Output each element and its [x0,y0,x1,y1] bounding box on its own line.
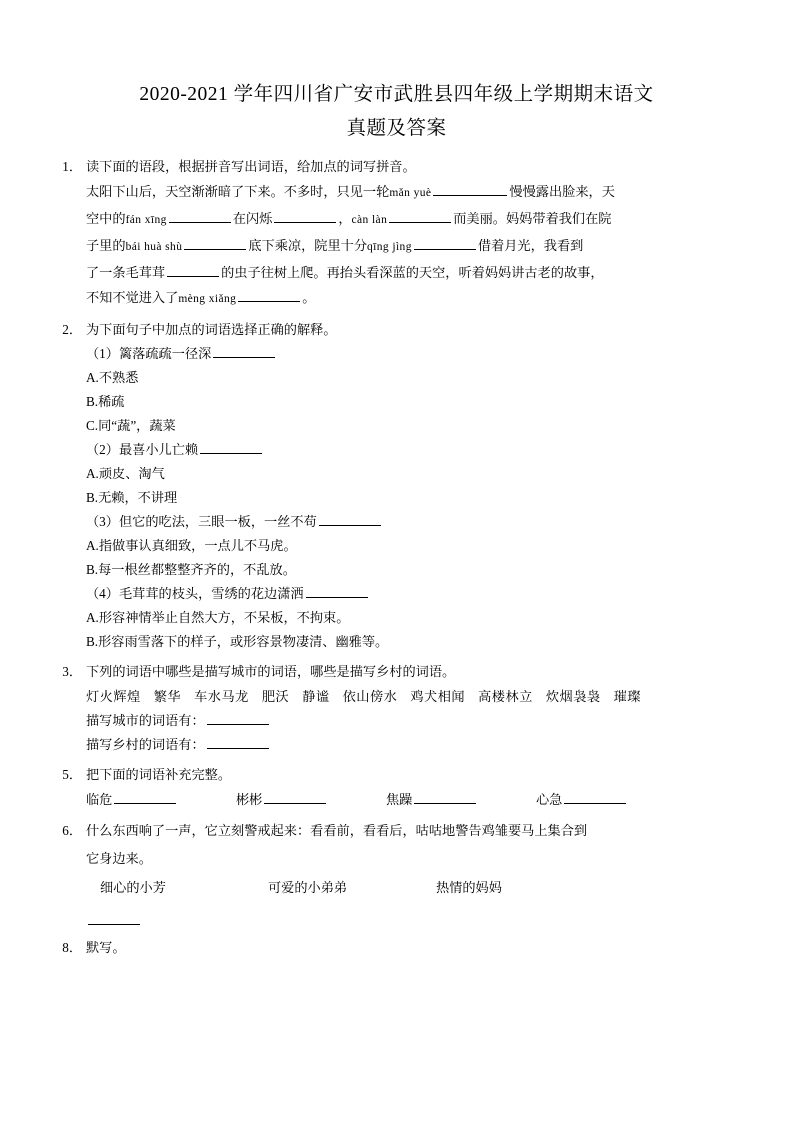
passage-text-12: 不知不觉进入了 [86,290,179,305]
answer-blank[interactable] [414,236,476,250]
question-6-names-row [100,875,731,901]
pinyin-canlan: càn làn [351,214,388,226]
question-2-item-4-option-b[interactable]: B.形容雨雪落下的样子，或形容景物凄清、幽雅等。 [86,634,389,649]
question-2-item-3-option-a[interactable]: A.指做事认真细致，一点儿不马虎。 [86,538,297,553]
answer-blank[interactable] [88,911,140,925]
passage-text-13: 。 [302,290,316,305]
question-2-item-1-option-c[interactable]: C.同“蔬”，蔬菜 [86,418,176,433]
question-1-prompt: 读下面的语段，根据拼音写出词语，给加点的词写拼音。 [86,159,416,174]
word-item: 灯火辉煌 [86,689,141,704]
word-item: 车水马龙 [194,689,249,704]
passage-text-11: 的虫子往树上爬。再抬头看深蓝的天空，听着妈妈讲古老的故事， [221,265,604,280]
word-item: 炊烟袅袅 [545,689,601,704]
question-6-prompt-line-1: 什么东西响了一声，它立刻警戒起来：看看前，看看后，咕咕地警告鸡雏要马上集合到 [86,823,588,838]
question-2-item-1-option-b[interactable]: B.稀疏 [86,394,125,409]
answer-blank[interactable] [200,440,262,454]
fill-word-4: 心急 [536,792,563,807]
fill-word-1: 临危 [86,792,113,807]
name-option-3[interactable]: 热情的妈妈 [436,880,502,895]
question-3-number: 3． [62,664,82,679]
answer-blank[interactable] [169,209,231,223]
word-item: 依山傍水 [342,689,398,704]
question-2-prompt: 为下面句子中加点的词语选择正确的解释。 [86,322,337,337]
pinyin-mengxiang: mèng xiǎng [178,293,237,305]
passage-text-9: 借着月光，我看到 [477,238,584,253]
answer-blank[interactable] [207,711,269,725]
passage-text-1: 太阳下山后，天空渐渐暗了下来。不多时，只见一轮 [86,184,390,199]
word-item: 静谧 [302,689,330,704]
item-3-stem-text: （3）但它的吃法，三眼一板，一丝不苟 [86,514,317,529]
question-1-passage [86,179,731,312]
answer-blank[interactable] [433,182,507,196]
answer-blank[interactable] [114,790,176,804]
word-item: 繁华 [153,689,182,704]
fill-cell-2 [236,787,386,813]
question-5 [62,764,731,813]
question-6-prompt-line-2: 它身边来。 [86,851,152,866]
pinyin-baihuashu: bái huà shù [125,241,183,253]
passage-text-7: 子里的 [86,238,126,253]
passage-text-3: 空中的 [86,211,126,226]
question-2-number: 2． [62,322,82,337]
answer-blank[interactable] [319,512,381,526]
answer-blank[interactable] [564,790,626,804]
item-4-stem-text: （4）毛茸茸的枝头，雪绣的花边潇洒 [86,586,304,601]
question-1 [62,156,731,312]
title-line-1: 2020-2021 学年四川省广安市武胜县四年级上学期期末语文 [139,84,654,105]
question-6-header [62,820,731,842]
word-item: 高楼林立 [478,689,533,704]
question-2-item-1-option-a[interactable]: A.不熟悉 [86,370,139,385]
passage-text-6: 而美丽。妈妈带着我们在院 [453,211,612,226]
passage-text-10: 了一条毛茸茸 [86,265,166,280]
passage-text-8: 底下乘凉，院里十分 [248,238,368,253]
question-2 [62,319,731,654]
page-title [62,78,731,146]
question-5-fill-row [86,787,731,813]
question-2-item-4-option-a[interactable]: A.形容神情举止自然大方，不呆板，不拘束。 [86,610,350,625]
question-3-word-bank [86,684,731,709]
country-label: 描写乡村的词语有： [86,737,205,752]
question-2-item-4-stem [86,582,731,606]
answer-blank[interactable] [274,209,336,223]
answer-blank[interactable] [213,344,275,358]
question-8-number: 8． [62,940,82,955]
question-2-item-2-stem [86,438,731,462]
answer-blank[interactable] [184,236,246,250]
pinyin-manyue: mǎn yuè [389,187,432,199]
pinyin-fanxing: fán xīng [125,214,167,226]
passage-text-2: 慢慢露出脸来，天 [509,184,615,199]
question-1-header [62,156,731,178]
answer-blank[interactable] [167,263,219,277]
question-1-number: 1． [62,159,82,174]
passage-text-4: 在闪烁 [232,211,273,226]
question-8-header [62,937,731,959]
question-5-prompt: 把下面的词语补充完整。 [86,767,232,782]
question-2-item-2-option-b[interactable]: B.无赖，不讲理 [86,490,178,505]
answer-blank[interactable] [414,790,476,804]
question-5-number: 5． [62,767,82,782]
answer-blank[interactable] [306,584,368,598]
item-1-stem-text: （1）篱落疏疏一径深 [86,346,212,361]
city-label: 描写城市的词语有： [86,713,205,728]
question-6-number: 6． [62,823,82,838]
title-line-2: 真题及答案 [346,118,447,139]
fill-word-3: 焦躁 [386,792,413,807]
name-option-1[interactable]: 细心的小芳 [100,880,166,895]
name-option-2[interactable]: 可爱的小弟弟 [268,880,348,895]
fill-word-2: 彬彬 [236,792,263,807]
question-3 [62,661,731,757]
question-2-item-2-option-a[interactable]: A.顽皮、淘气 [86,466,165,481]
question-2-item-1-stem [86,342,731,366]
question-3-country-line [86,733,731,757]
question-2-item-3-stem [86,510,731,534]
question-8 [62,937,731,959]
question-3-city-line [86,709,731,733]
answer-blank[interactable] [389,209,451,223]
passage-text-5: ， [338,211,352,226]
word-item: 璀璨 [613,689,641,704]
word-item: 肥沃 [261,689,290,704]
question-5-header [62,764,731,786]
answer-blank[interactable] [264,790,326,804]
question-2-header [62,319,731,341]
question-3-prompt: 下列的词语中哪些是描写城市的词语，哪些是描写乡村的词语。 [86,664,456,679]
question-6 [62,820,731,930]
question-6-answer-area [86,911,731,930]
question-3-header [62,661,731,683]
question-8-prompt: 默写。 [86,940,126,955]
word-item: 鸡犬相闻 [410,689,466,704]
fill-cell-4 [536,787,686,813]
pinyin-qingjing: qīng jìng [367,241,412,253]
answer-blank[interactable] [207,735,269,749]
answer-blank[interactable] [238,288,300,302]
question-2-item-3-option-b[interactable]: B.每一根丝都整整齐齐的，不乱放。 [86,562,296,577]
fill-cell-1 [86,787,236,813]
item-2-stem-text: （2）最喜小儿亡赖 [86,442,199,457]
fill-cell-3 [386,787,536,813]
